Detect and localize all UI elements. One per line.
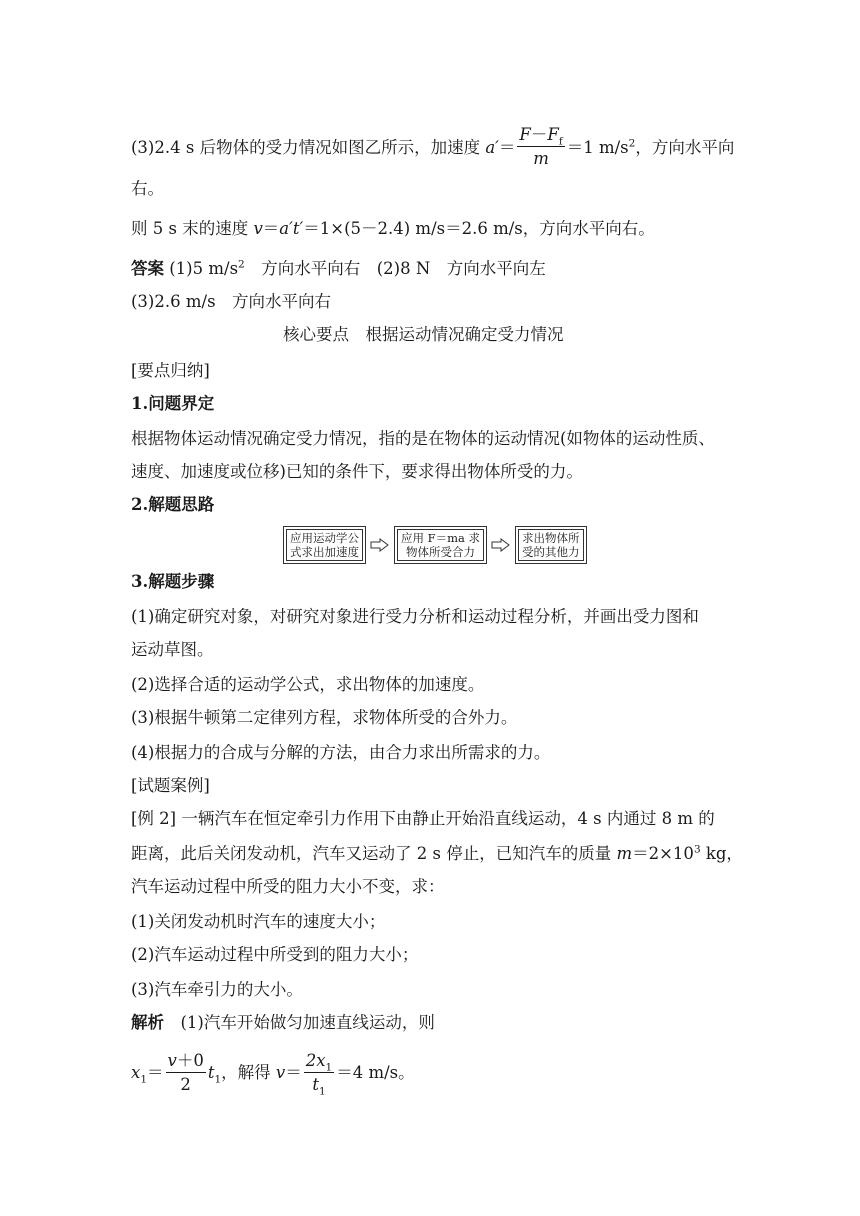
approach-flowchart — [283, 526, 587, 564]
right-arrow-icon — [491, 538, 511, 552]
answer-label: 答案 — [131, 259, 164, 278]
right-arrow-icon — [370, 538, 390, 552]
heading-problem-definition: 1.问题界定 — [131, 394, 215, 413]
example-line2: 距离，此后关闭发动机，汽车又运动了 2 s 停止，已知汽车的质量 $m=2\times 10^3$ kg， — [131, 843, 743, 863]
flow-step-1: 应用运动学公 式求出加速度 — [283, 526, 366, 564]
section-title: 核心要点 根据运动情况确定受力情况 — [283, 325, 564, 344]
step-3: (3)根据牛顿第二定律列方程，求物体所受的合外力。 — [131, 708, 518, 727]
step-4: (4)根据力的合成与分解的方法，由合力求出所需求的力。 — [131, 743, 551, 762]
step-2: (2)选择合适的运动学公式，求出物体的加速度。 — [131, 675, 485, 694]
solution-part3-line3: 则 5 s 末的速度 v＝a′t′＝1×(5－2.4) m/s＝2.6 m/s，方向水平向右。 — [131, 219, 655, 238]
summary-paragraph-line1: 根据物体运动情况确定受力情况，指的是在物体的运动情况(如物体的运动性质、 — [131, 429, 715, 448]
answer-line2: (3)2.6 m/s 方向水平向右 — [131, 292, 332, 311]
solution-equation: $x_1=$ $\frac{v+0}{2}$ $t_1$，解得 v＝ $\frac{2x_1}{t_1}$ ＝4 m/s。 — [131, 1051, 415, 1098]
example-tag: [试题案例] — [131, 776, 210, 795]
question-2: (2)汽车运动过程中所受到的阻力大小； — [131, 945, 419, 964]
question-1: (1)关闭发动机时汽车的速度大小； — [131, 912, 386, 931]
solution-part3-line1: (3)2.4 s 后物体的受力情况如图乙所示，加速度 a′＝ $\frac{F-F_f}{m}$ ＝1 $m/s^2$，方向水平向 — [131, 126, 734, 171]
step-1-line1: (1)确定研究对象，对研究对象进行受力分析和运动过程分析，并画出受力图和 — [131, 607, 699, 626]
question-3: (3)汽车牵引力的大小。 — [131, 980, 303, 999]
solution-label: 解析 — [131, 1013, 164, 1032]
fraction-acceleration: $\frac{F-F_f}{m}$ — [519, 125, 563, 168]
example-label: [例 2] — [131, 809, 177, 828]
step-1-line2: 运动草图。 — [131, 640, 214, 659]
example-line1: [例 2] 一辆汽车在恒定牵引力作用下由静止开始沿直线运动，4 s 内通过 8 m 的 — [131, 809, 715, 828]
fraction-average-velocity: $\frac{v+0}{2}$ — [167, 1051, 204, 1094]
solution-line1: 解析 (1)汽车开始做匀加速直线运动，则 — [131, 1013, 435, 1032]
example-line3: 汽车运动过程中所受的阻力大小不变，求： — [131, 877, 445, 896]
flow-step-3: 求出物体所 受的其他力 — [515, 526, 587, 564]
answer-line1: 答案 (1)5 $m/s^2$ 方向水平向右 (2)8 N 方向水平向左 — [131, 258, 546, 278]
heading-approach: 2.解题思路 — [131, 495, 215, 514]
summary-tag: [要点归纳] — [131, 361, 210, 380]
fraction-velocity: $\frac{2x_1}{t_1}$ — [305, 1051, 333, 1098]
heading-steps: 3.解题步骤 — [131, 572, 215, 591]
summary-paragraph-line2: 速度、加速度或位移)已知的条件下，要求得出物体所受的力。 — [131, 462, 583, 481]
flow-step-2: 应用 F＝ma 求 物体所受合力 — [394, 526, 487, 564]
solution-part3-line2: 右。 — [131, 179, 164, 198]
